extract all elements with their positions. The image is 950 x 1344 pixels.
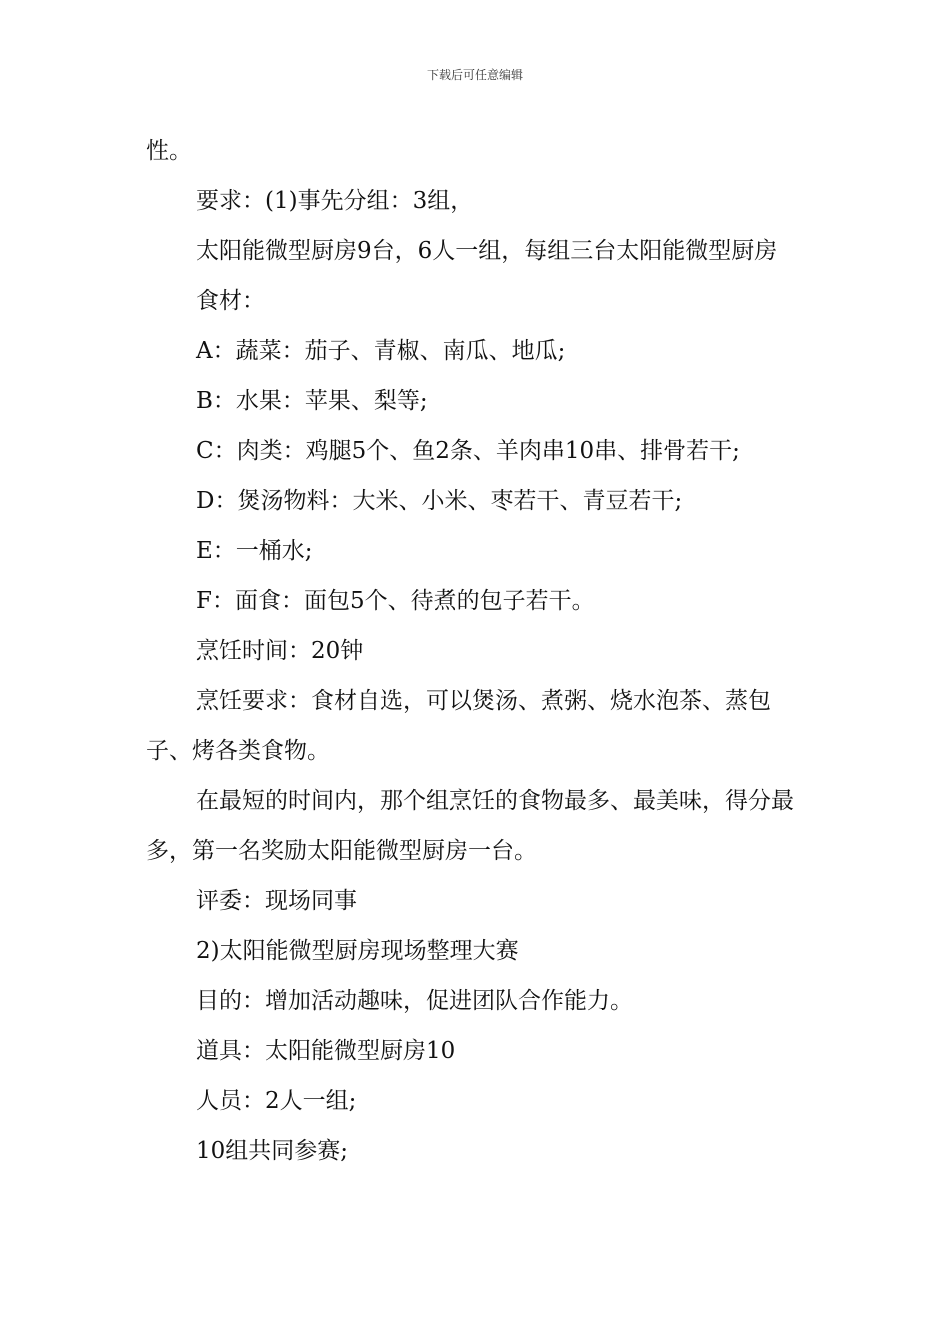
paragraph: F：面食：面包5个、待煮的包子若干。 bbox=[196, 588, 595, 614]
paragraph: 要求：(1)事先分组：3组， bbox=[196, 188, 474, 214]
paragraph: D：煲汤物料：大米、小米、枣若干、青豆若干; bbox=[196, 488, 683, 514]
paragraph: B：水果：苹果、梨等; bbox=[196, 388, 428, 414]
paragraph: 太阳能微型厨房9台，6人一组，每组三台太阳能微型厨房 bbox=[196, 238, 778, 264]
paragraph: 食材： bbox=[196, 288, 265, 314]
paragraph: A：蔬菜：茄子、青椒、南瓜、地瓜; bbox=[196, 338, 566, 364]
page-header-note: 下载后可任意编辑 bbox=[426, 68, 523, 82]
paragraph: C：肉类：鸡腿5个、鱼2条、羊肉串10串、排骨若干; bbox=[196, 438, 740, 464]
paragraph: 人员：2人一组; bbox=[196, 1088, 357, 1114]
paragraph: 10组共同参赛; bbox=[196, 1138, 349, 1164]
paragraph: 道具：太阳能微型厨房10 bbox=[196, 1038, 456, 1064]
paragraph: 评委：现场同事 bbox=[196, 888, 357, 914]
paragraph: E：一桶水; bbox=[196, 538, 313, 564]
paragraph: 性。 bbox=[146, 138, 192, 164]
paragraph: 在最短的时间内，那个组烹饪的食物最多、最美味，得分最多，第一名奖励太阳能微型厨房一台。 bbox=[146, 788, 794, 864]
paragraph: 2)太阳能微型厨房现场整理大赛 bbox=[196, 938, 519, 964]
paragraph: 烹饪要求：食材自选，可以煲汤、煮粥、烧水泡茶、蒸包子、烤各类食物。 bbox=[146, 688, 771, 764]
paragraph: 目的：增加活动趣味，促进团队合作能力。 bbox=[196, 988, 633, 1014]
paragraph: 烹饪时间：20钟 bbox=[196, 638, 364, 664]
document-body bbox=[146, 126, 816, 1176]
